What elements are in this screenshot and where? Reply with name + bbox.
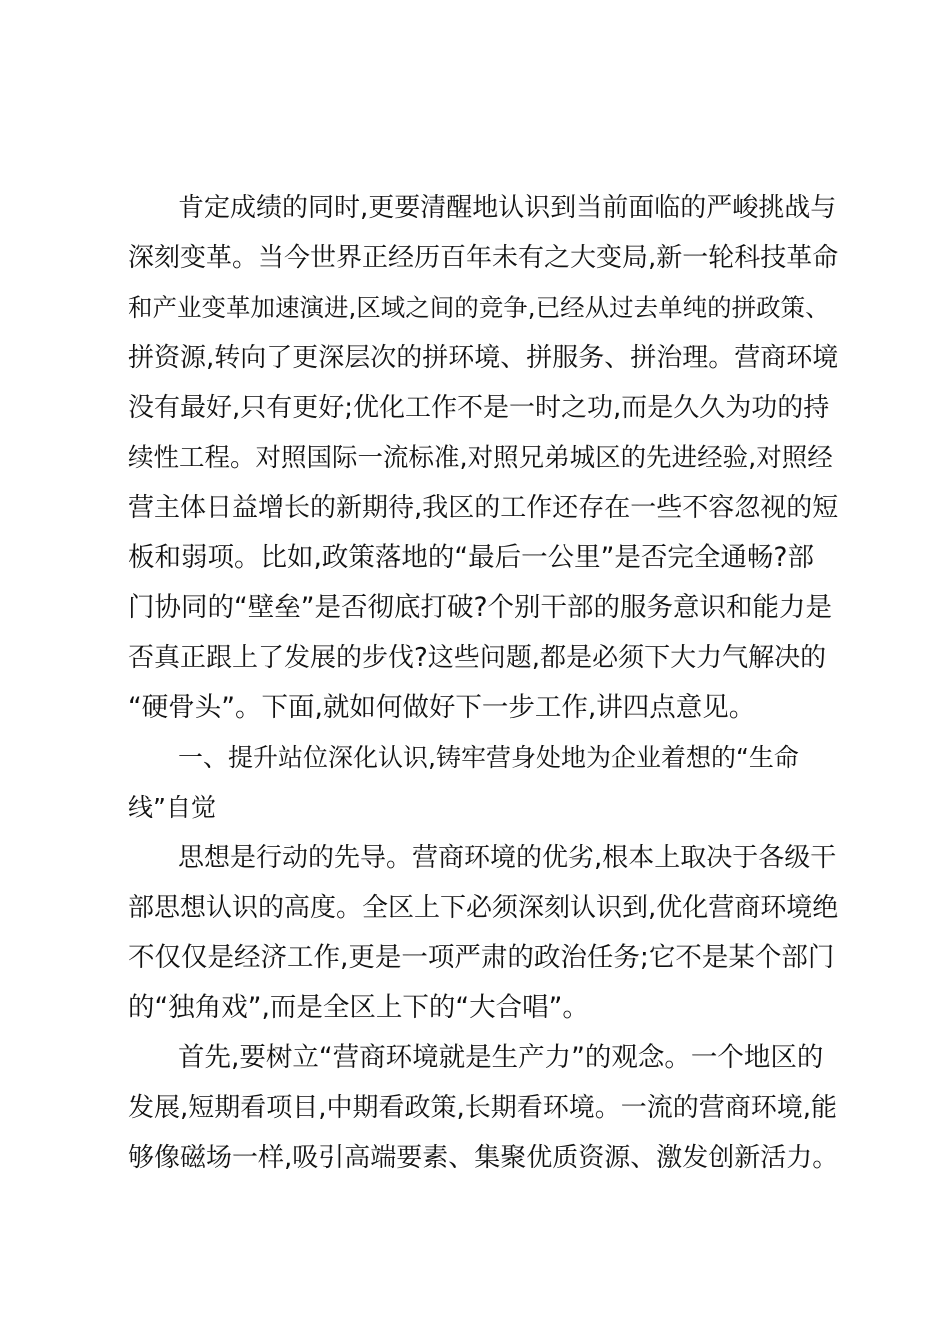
paragraph-line: “硬骨头”。下面,就如何做好下一步工作,讲四点意见。 bbox=[128, 692, 756, 723]
paragraph-line: 深刻变革。当今世界正经历百年未有之大变局,新一轮科技革命 bbox=[128, 243, 839, 273]
paragraph-line: 拼资源,转向了更深层次的拼环境、拼服务、拼治理。营商环境 bbox=[128, 343, 839, 373]
paragraph-line: 够像磁场一样,吸引高端要素、集聚优质资源、激发创新活力。 bbox=[128, 1143, 839, 1173]
paragraph-line: 否真正跟上了发展的步伐?这些问题,都是必须下大力气解决的 bbox=[128, 643, 827, 673]
paragraph-line: 部思想认识的高度。全区上下必须深刻认识到,优化营商环境绝 bbox=[128, 893, 839, 923]
paragraph-line: 续性工程。对照国际一流标准,对照兄弟城区的先进经验,对照经 bbox=[128, 443, 833, 473]
paragraph-line: 和产业变革加速演进,区域之间的竞争,已经从过去单纯的拼政策、 bbox=[128, 293, 830, 322]
paragraph-line: 没有最好,只有更好;优化工作不是一时之功,而是久久为功的持 bbox=[128, 393, 830, 423]
paragraph-line: 首先,要树立“营商环境就是生产力”的观念。一个地区的 bbox=[178, 1042, 824, 1073]
paragraph-line: 思想是行动的先导。营商环境的优劣,根本上取决于各级干 bbox=[178, 843, 837, 873]
paragraph-line: 门协同的“壁垒”是否彻底打破?个别干部的服务意识和能力是 bbox=[128, 592, 833, 623]
section-heading-line: 一、提升站位深化认识,铸牢营身处地为企业着想的“生命 bbox=[178, 743, 799, 772]
paragraph-line: 营主体日益增长的新期待,我区的工作还存在一些不容忽视的短 bbox=[128, 493, 839, 523]
paragraph-line: 发展,短期看项目,中期看政策,长期看环境。一流的营商环境,能 bbox=[128, 1093, 838, 1123]
paragraph-line: 的“独角戏”,而是全区上下的“大合唱”。 bbox=[128, 992, 589, 1023]
paragraph-line: 板和弱项。比如,政策落地的“最后一公里”是否完全通畅?部 bbox=[128, 542, 814, 573]
paragraph-line: 不仅仅是经济工作,更是一项严肃的政治任务;它不是某个部门 bbox=[128, 942, 835, 973]
paragraph-line: 肯定成绩的同时,更要清醒地认识到当前面临的严峻挑战与 bbox=[178, 193, 837, 223]
section-heading-line: 线”自觉 bbox=[128, 793, 216, 822]
